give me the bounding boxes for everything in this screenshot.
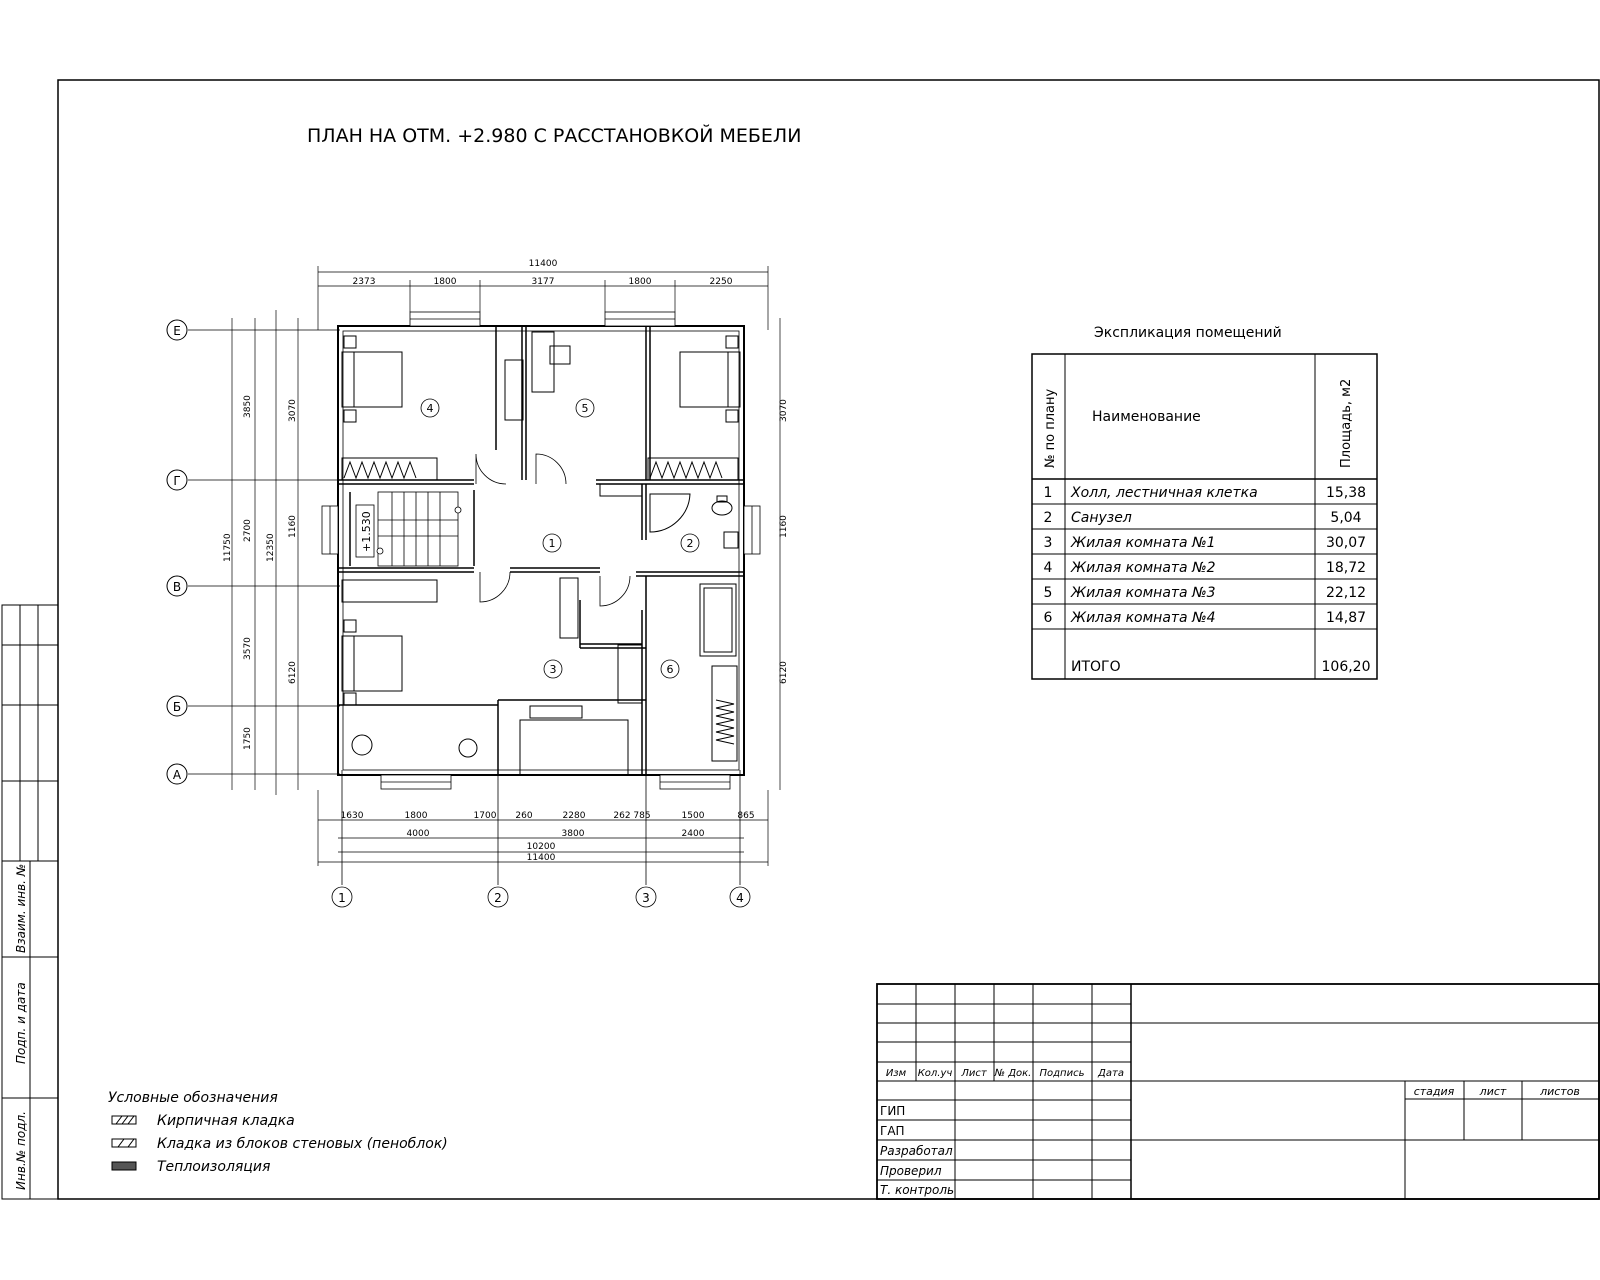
stamp-stage-header: листов [1540,1085,1580,1098]
stamp-header-cell: Изм [885,1068,907,1079]
legend-item: Теплоизоляция [157,1159,271,1175]
stamp-header-cell: № Док. [994,1068,1032,1079]
dim-bottom: 785 [633,811,651,821]
row-area: 14,87 [1325,610,1367,626]
title-block-roles [880,1104,954,1197]
stamp-role: Т. контроль [880,1183,955,1197]
dim-bottom: 2280 [562,811,586,821]
row-area: 30,07 [1325,535,1367,551]
sheet-frame [58,80,1599,1199]
outer-walls [338,326,744,775]
dim-top: 1800 [433,277,457,287]
dim-top: 1800 [628,277,652,287]
axis-label-3: 3 [642,891,650,905]
explication-title: Экспликация помещений [1094,325,1282,341]
dim-left: 3850 [243,395,253,418]
dim-top: 3177 [531,277,555,287]
explication-rows [1044,485,1371,675]
axis-row-bubbles [167,320,187,784]
stamp-role: Проверил [880,1164,942,1178]
stair-level-mark: +1.530 [360,511,373,552]
row-area: 15,38 [1325,485,1367,501]
dim-left: 1750 [243,727,253,750]
legend-title: Условные обозначения [108,1090,278,1106]
dim-bottom-mid: 10200 [526,842,556,852]
dim-bottom: 262 [613,811,631,821]
total-value: 106,20 [1321,659,1371,675]
dim-top: 2250 [709,277,733,287]
axis-label-G: Г [173,474,181,488]
dim-left2: 6120 [288,661,298,684]
plan-title: ПЛАН НА ОТМ. +2.980 С РАССТАНОВКОЙ МЕБЕЛИ [307,125,802,147]
dim-bottom: 1500 [681,811,705,821]
stamp-header-cell: Лист [961,1068,987,1079]
dim-top-total: 11400 [528,259,558,269]
balcony [520,706,628,775]
row-num: 6 [1043,610,1053,626]
stamp-header-cell: Дата [1098,1068,1124,1079]
dim-bottom2: 3800 [561,829,585,839]
dim-left-total: 12350 [266,533,276,562]
row-name: Санузел [1071,510,1132,526]
row-num: 4 [1043,560,1053,576]
dim-right: 1160 [779,515,789,538]
legend-item: Кладка из блоков стеновых (пеноблок) [157,1136,448,1152]
dim-bottom: 1630 [340,811,364,821]
room-number: 3 [549,663,557,676]
stamp-role: Разработал [880,1144,953,1158]
row-name: Жилая комната №2 [1071,560,1216,576]
total-label: ИТОГО [1071,659,1121,675]
stamp-role: ГАП [880,1124,905,1138]
room-number: 6 [666,663,674,676]
row-num: 3 [1043,535,1053,551]
side-stamp-label-3: Инв.№ подл. [14,1111,28,1190]
dim-bottom2: 4000 [406,829,430,839]
axis-label-4: 4 [736,891,744,905]
dim-bottom: 1700 [473,811,497,821]
dim-left: 2700 [243,519,253,542]
dimension-lines-left [232,310,780,795]
axis-label-1: 1 [338,891,346,905]
title-block-stage [1414,1085,1580,1098]
stamp-header-cell: Подпись [1039,1068,1085,1079]
interior-walls [338,326,744,775]
axis-label-E: Е [173,324,181,338]
room-number: 5 [581,402,589,415]
explication-header-name: Наименование [1092,409,1201,425]
row-name: Жилая комната №4 [1071,610,1216,626]
grid-lines-horizontal [188,330,340,774]
room-number: 2 [686,537,694,550]
stamp-role: ГИП [880,1104,906,1118]
dim-bottom2: 2400 [681,829,705,839]
row-name: Жилая комната №3 [1071,585,1216,601]
stamp-header-cell: Кол.уч [917,1068,953,1079]
legend-swatches [112,1116,136,1170]
row-area: 18,72 [1325,560,1367,576]
row-area: 22,12 [1325,585,1367,601]
furniture [342,332,740,761]
axis-label-V: В [172,580,182,594]
dim-left2: 1160 [288,515,298,538]
explication-header-num: № по плану [1043,388,1058,468]
row-num: 5 [1043,585,1053,601]
dimension-lines-top [318,266,768,330]
row-name: Жилая комната №1 [1071,535,1216,551]
dim-bottom: 260 [515,811,533,821]
dim-right: 6120 [779,661,789,684]
legend-item: Кирпичная кладка [157,1113,295,1129]
dim-top: 2373 [352,277,376,287]
side-stamp [2,605,58,1199]
row-num: 2 [1043,510,1053,526]
stamp-stage-header: лист [1479,1085,1507,1098]
row-area: 5,04 [1330,510,1362,526]
dim-bottom: 1800 [404,811,428,821]
dim-left: 3570 [243,637,253,660]
dim-bottom-total: 11400 [526,853,556,863]
explication-header-area: Площадь, м2 [1339,378,1354,468]
axis-label-A: А [172,768,182,782]
dim-right: 3070 [779,399,789,422]
dim-left-outer: 11750 [223,533,233,562]
room-number: 4 [426,402,434,415]
room-number: 1 [548,537,556,550]
side-stamp-label-1: Взаим. инв. № [14,863,28,953]
axis-label-B: Б [172,700,182,714]
doors [476,454,630,606]
dim-left2: 3070 [288,399,298,422]
floor-plan [167,259,789,907]
axis-label-2: 2 [494,891,502,905]
side-stamp-label-2: Подп. и дата [14,982,28,1064]
title-block-header [886,1068,1124,1079]
row-num: 1 [1043,485,1053,501]
dim-bottom: 865 [737,811,755,821]
stamp-stage-header: стадия [1413,1085,1455,1098]
row-name: Холл, лестничная клетка [1071,485,1258,501]
